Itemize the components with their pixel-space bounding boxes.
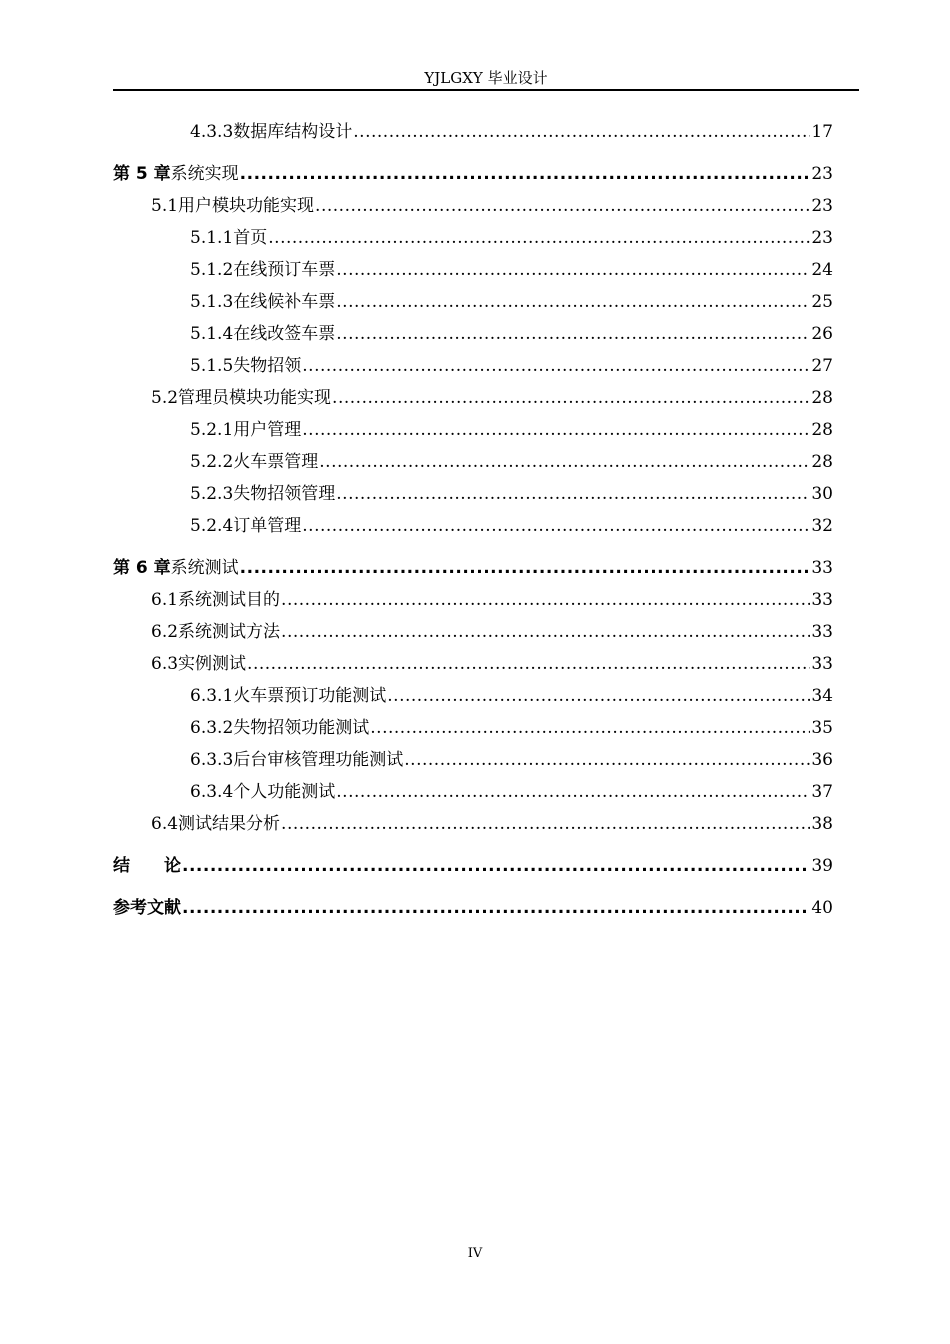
toc-entry[interactable] xyxy=(113,478,833,510)
toc-entry[interactable] xyxy=(113,414,833,446)
toc-entry-title: 用户管理 xyxy=(233,420,302,440)
toc-dot-leader xyxy=(302,350,810,382)
toc-entry[interactable] xyxy=(113,584,833,616)
toc-entry-page: 23 xyxy=(811,228,833,248)
toc-entry-page: 24 xyxy=(811,260,833,280)
toc-dot-leader xyxy=(336,286,810,318)
toc-entry-page: 17 xyxy=(811,122,833,142)
toc-entry-title: 在线候补车票 xyxy=(233,292,336,312)
toc-dot-leader xyxy=(281,808,810,840)
toc-dot-leader xyxy=(404,744,810,776)
toc-entry-title: 测试结果分析 xyxy=(178,814,281,834)
toc-entry[interactable] xyxy=(113,648,833,680)
header-rule xyxy=(113,89,859,91)
toc-entry-title: 火车票管理 xyxy=(233,452,319,472)
toc-entry-number: 6.3 xyxy=(151,654,179,674)
toc-entry-number: 5.1.5 xyxy=(190,356,234,376)
toc-entry-number: 5.1.2 xyxy=(190,260,234,280)
toc-entry-number: 6.3.4 xyxy=(190,782,234,802)
toc-entry-title: 用户模块功能实现 xyxy=(178,196,315,216)
toc-entry-number: 6.2 xyxy=(151,622,179,642)
toc-entry-number: 参考文献 xyxy=(113,898,181,918)
toc-dot-leader xyxy=(336,776,810,808)
toc-dot-leader xyxy=(336,318,810,350)
toc-dot-leader xyxy=(240,552,811,584)
toc-entry-title: 数据库结构设计 xyxy=(233,122,353,142)
toc-entry[interactable] xyxy=(113,116,833,148)
toc-entry-title: 系统实现 xyxy=(170,164,239,184)
toc-dot-leader xyxy=(353,116,810,148)
toc-entry[interactable] xyxy=(113,744,833,776)
toc-entry-page: 39 xyxy=(811,856,833,876)
toc-entry-title: 个人功能测试 xyxy=(233,782,336,802)
toc-entry-page: 33 xyxy=(811,654,833,674)
toc-dot-leader xyxy=(302,510,810,542)
toc-entry-number: 6.3.3 xyxy=(190,750,234,770)
toc-entry-title: 系统测试 xyxy=(170,558,239,578)
toc-entry-title: 在线预订车票 xyxy=(233,260,336,280)
toc-entry[interactable] xyxy=(113,510,833,542)
toc-dot-leader xyxy=(281,584,810,616)
table-of-contents xyxy=(113,116,833,924)
toc-entry[interactable] xyxy=(113,190,833,222)
toc-entry-title: 火车票预订功能测试 xyxy=(233,686,387,706)
toc-entry-number: 5.1.3 xyxy=(190,292,234,312)
toc-entry-page: 27 xyxy=(811,356,833,376)
toc-dot-leader xyxy=(336,254,810,286)
toc-entry[interactable] xyxy=(113,158,833,190)
toc-entry[interactable] xyxy=(113,350,833,382)
toc-entry-page: 25 xyxy=(811,292,833,312)
toc-entry-number: 5.2 xyxy=(151,388,179,408)
toc-dot-leader xyxy=(387,680,810,712)
toc-entry-title: 管理员模块功能实现 xyxy=(178,388,332,408)
page-number: IV xyxy=(467,1246,483,1261)
toc-dot-leader xyxy=(336,478,810,510)
toc-entry-page: 28 xyxy=(811,452,833,472)
toc-entry[interactable] xyxy=(113,616,833,648)
toc-dot-leader xyxy=(268,222,810,254)
toc-entry-number: 5.2.2 xyxy=(190,452,234,472)
toc-entry[interactable] xyxy=(113,776,833,808)
toc-entry-page: 30 xyxy=(811,484,833,504)
toc-entry-page: 26 xyxy=(811,324,833,344)
toc-dot-leader xyxy=(370,712,810,744)
toc-entry-title: 失物招领管理 xyxy=(233,484,336,504)
toc-entry-page: 32 xyxy=(811,516,833,536)
toc-entry-number: 6.3.1 xyxy=(190,686,234,706)
toc-entry[interactable] xyxy=(113,552,833,584)
toc-entry-title: 订单管理 xyxy=(233,516,302,536)
toc-entry[interactable] xyxy=(113,680,833,712)
toc-entry[interactable] xyxy=(113,808,833,840)
toc-entry[interactable] xyxy=(113,254,833,286)
toc-entry[interactable] xyxy=(113,712,833,744)
toc-entry[interactable] xyxy=(113,382,833,414)
toc-entry-page: 40 xyxy=(811,898,833,918)
toc-entry-page: 34 xyxy=(811,686,833,706)
toc-dot-leader xyxy=(332,382,810,414)
toc-entry-title: 后台审核管理功能测试 xyxy=(233,750,404,770)
toc-entry-page: 33 xyxy=(811,590,833,610)
toc-dot-leader xyxy=(247,648,810,680)
toc-entry-title: 实例测试 xyxy=(178,654,247,674)
toc-entry[interactable] xyxy=(113,222,833,254)
toc-entry-page: 23 xyxy=(811,164,833,184)
toc-entry-number: 5.2.4 xyxy=(190,516,234,536)
toc-entry-page: 28 xyxy=(811,388,833,408)
page-header: YJLGXY 毕业设计 xyxy=(424,69,548,87)
toc-entry[interactable] xyxy=(113,446,833,478)
toc-entry-title: 首页 xyxy=(233,228,268,248)
toc-dot-leader xyxy=(182,892,810,924)
toc-entry-number: 6.4 xyxy=(151,814,179,834)
toc-entry-number: 5.1 xyxy=(151,196,179,216)
toc-entry-page: 35 xyxy=(811,718,833,738)
toc-entry-title: 系统测试方法 xyxy=(178,622,281,642)
toc-dot-leader xyxy=(281,616,810,648)
toc-entry-page: 33 xyxy=(811,558,833,578)
toc-entry-title: 失物招领功能测试 xyxy=(233,718,370,738)
toc-entry-number: 第 5 章 xyxy=(113,164,171,184)
toc-entry-number: 5.2.1 xyxy=(190,420,234,440)
toc-dot-leader xyxy=(182,850,810,882)
toc-dot-leader xyxy=(240,158,811,190)
toc-entry-page: 36 xyxy=(811,750,833,770)
toc-dot-leader xyxy=(302,414,810,446)
toc-entry-page: 37 xyxy=(811,782,833,802)
toc-entry[interactable] xyxy=(113,892,833,924)
toc-entry-page: 33 xyxy=(811,622,833,642)
toc-dot-leader xyxy=(319,446,810,478)
toc-entry[interactable] xyxy=(113,850,833,882)
toc-entry-number: 5.1.1 xyxy=(190,228,234,248)
toc-entry-number: 6.1 xyxy=(151,590,179,610)
toc-entry-number: 5.2.3 xyxy=(190,484,234,504)
toc-entry-number: 第 6 章 xyxy=(113,558,171,578)
toc-entry-page: 38 xyxy=(811,814,833,834)
toc-entry[interactable] xyxy=(113,286,833,318)
toc-entry-number: 结 论 xyxy=(113,856,181,876)
toc-entry-title: 失物招领 xyxy=(233,356,302,376)
toc-entry-title: 系统测试目的 xyxy=(178,590,281,610)
toc-entry-title: 在线改签车票 xyxy=(233,324,336,344)
toc-entry-page: 23 xyxy=(811,196,833,216)
toc-entry-number: 6.3.2 xyxy=(190,718,234,738)
toc-entry-number: 4.3.3 xyxy=(190,122,234,142)
toc-dot-leader xyxy=(315,190,810,222)
toc-entry-page: 28 xyxy=(811,420,833,440)
toc-entry[interactable] xyxy=(113,318,833,350)
toc-entry-number: 5.1.4 xyxy=(190,324,234,344)
